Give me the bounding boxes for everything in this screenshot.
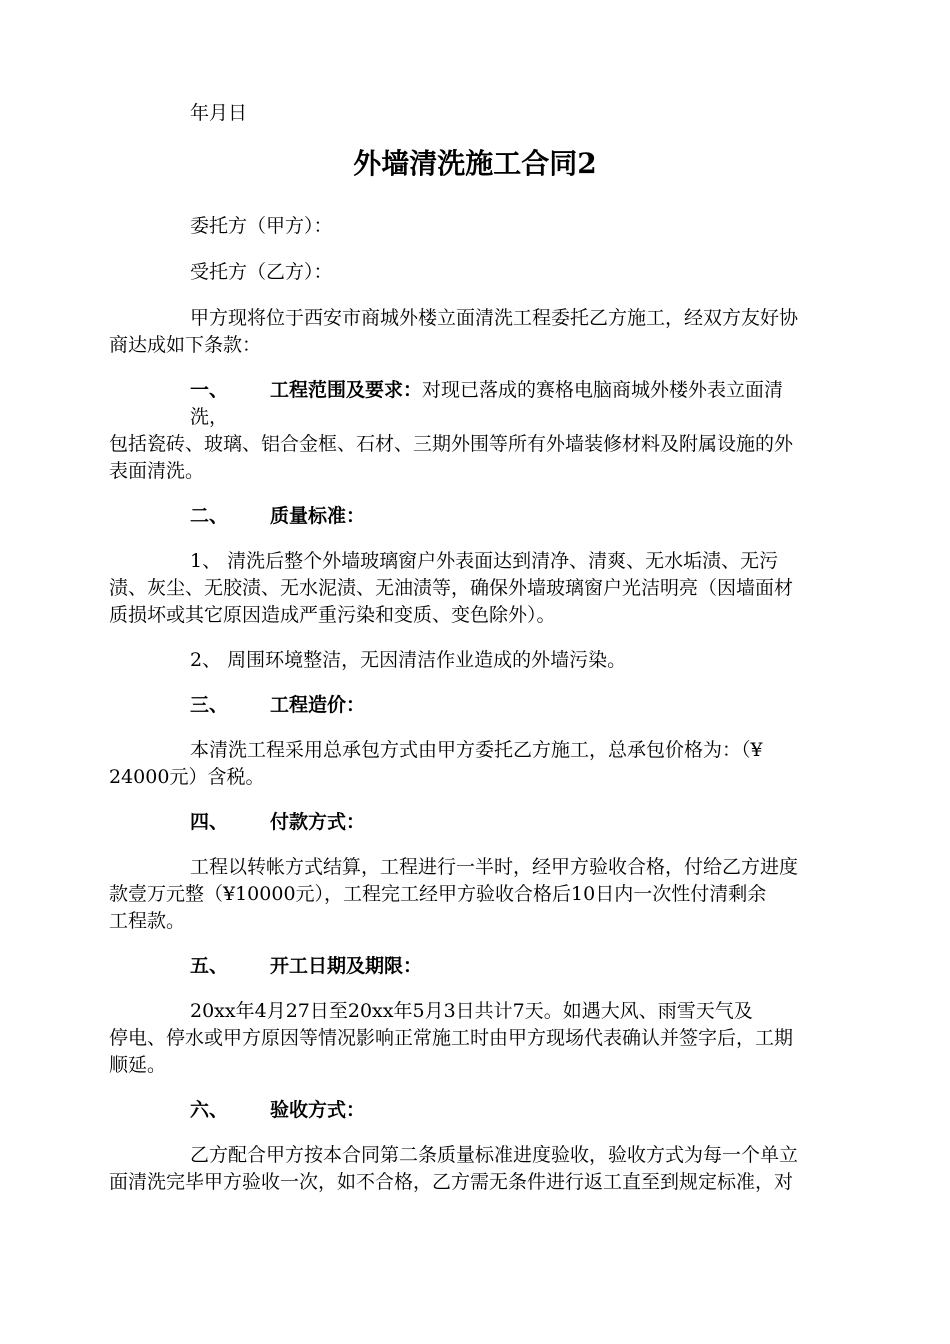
section-3-heading: 工程造价： [270, 694, 366, 716]
intro-line: 甲方现将位于西安市商城外楼立面清洗工程委托乙方施工，经双方友好协 [190, 307, 799, 329]
section-6-line: 面清洗完毕甲方验收一次，如不合格，乙方需无条件进行返工直至到规定标准，对 [109, 1171, 794, 1193]
section-3-header [190, 693, 365, 717]
section-4-line: 工程以转帐方式结算，工程进行一半时，经甲方验收合格，付给乙方进度 [190, 856, 799, 878]
section-4-line: 款壹万元整（¥10000元），工程完工经甲方验收合格后10日内一次性付清剩余 [109, 883, 767, 905]
section-2-header [190, 504, 365, 528]
section-4-header [190, 810, 365, 834]
section-6-heading: 验收方式： [270, 1099, 366, 1121]
section-6-header [190, 1098, 365, 1122]
section-5-header [190, 954, 422, 978]
section-2-number: 二、 [190, 505, 229, 527]
section-4-line: 工程款。 [109, 910, 186, 932]
section-1-number: 一、 [190, 379, 229, 401]
section-2-item-1-line: 渍、灰尘、无胶渍、无水泥渍、无油渍等，确保外墙玻璃窗户光洁明亮（因墙面材 [109, 577, 794, 599]
contractor-line: 受托方（乙方）： [190, 261, 333, 283]
section-2-item-1-line: 1、 清洗后整个外墙玻璃窗户外表面达到清净、清爽、无水垢渍、无污 [190, 550, 779, 572]
section-1-text: 对现已落成的赛格电脑商城外楼外表立面清 [422, 379, 784, 401]
section-5-number: 五、 [190, 955, 229, 977]
section-1-line: 表面清洗。 [109, 460, 205, 482]
section-3-line: 本清洗工程采用总承包方式由甲方委托乙方施工，总承包价格为：（¥ [190, 739, 763, 761]
section-1-line: 包括瓷砖、玻璃、铝合金框、石材、三期外围等所有外墙装修材料及附属设施的外 [109, 433, 794, 455]
date-line: 年月日 [190, 102, 248, 124]
section-2-heading: 质量标准： [270, 505, 366, 527]
section-5-line: 顺延。 [109, 1054, 167, 1076]
section-3-number: 三、 [190, 694, 229, 716]
section-1-header [190, 378, 783, 402]
intro-line: 商达成如下条款： [109, 334, 262, 356]
section-4-heading: 付款方式： [270, 811, 366, 833]
section-2-item-2: 2、 周围环境整洁，无因清洁作业造成的外墙污染。 [190, 649, 627, 671]
section-5-line: 20xx年4月27日至20xx年5月3日共计7天。如遇大风、雨雪天气及 [190, 1000, 753, 1022]
section-6-line: 乙方配合甲方按本合同第二条质量标准进度验收，验收方式为每一个单立 [190, 1144, 799, 1166]
section-4-number: 四、 [190, 811, 229, 833]
client-line: 委托方（甲方）： [190, 215, 333, 237]
section-6-number: 六、 [190, 1099, 229, 1121]
section-1-line: 洗， [190, 406, 229, 428]
section-5-heading: 开工日期及期限： [270, 955, 423, 977]
section-2-item-1-line: 质损坏或其它原因造成严重污染和变质、变色除外）。 [109, 604, 556, 626]
document-title: 外墙清洗施工合同2 [353, 147, 597, 180]
section-1-heading: 工程范围及要求： [270, 379, 423, 401]
section-5-line: 停电、停水或甲方原因等情况影响正常施工时由甲方现场代表确认并签字后，工期 [109, 1027, 794, 1049]
section-3-line: 24000元）含税。 [109, 766, 265, 788]
